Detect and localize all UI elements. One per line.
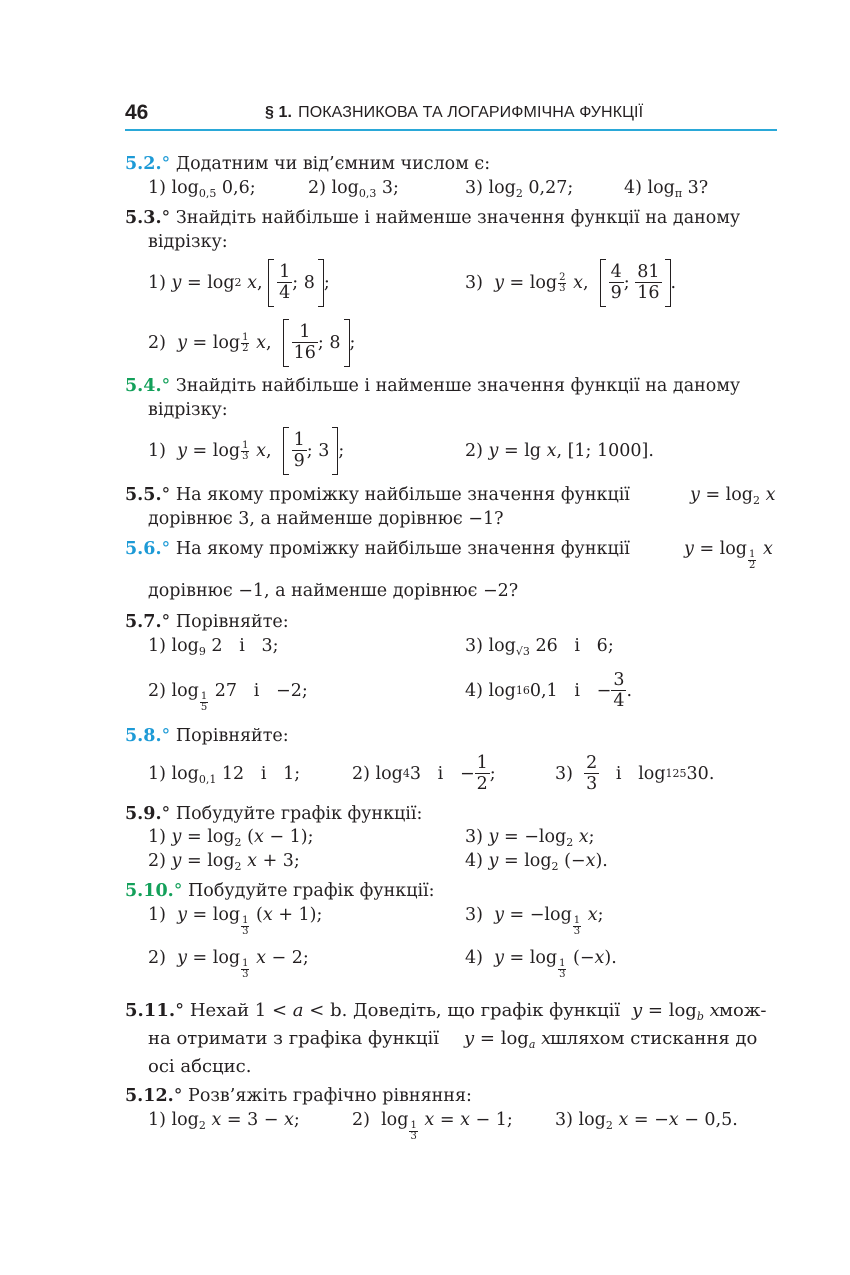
problem-5-5: 5.5.° На якому проміжку найбільше значення функції $y = \log_2 x$ bbox=[125, 485, 776, 507]
problem-text: Знайдіть найбільше і найменше значення функції на даному bbox=[175, 376, 741, 396]
problem-5-3-item-2: 2) y = log 1 2 x , 1 16 ; 8 ; bbox=[148, 318, 355, 368]
problem-text: Побудуйте графік функції: bbox=[188, 881, 435, 901]
problem-number: 5.12. bbox=[125, 1086, 174, 1106]
page-number: 46 bbox=[125, 101, 149, 124]
problem-text: Знайдіть найбільше і найменше значення функції на даному bbox=[175, 208, 741, 228]
problem-text: Порівняйте: bbox=[175, 612, 289, 632]
problem-text: на отримати з графіка функції bbox=[148, 1028, 439, 1049]
header-rule bbox=[125, 129, 777, 131]
problem-5-10-item-2: 2) y = log $\frac{1}{3}$ x − 2; bbox=[148, 948, 309, 980]
problem-5-9: 5.9.° Побудуйте графік функції: bbox=[125, 804, 423, 824]
problem-number: 5.11. bbox=[125, 1000, 176, 1021]
problem-number: 5.2. bbox=[125, 154, 162, 174]
problem-number: 5.6. bbox=[125, 539, 162, 559]
problem-number: 5.8. bbox=[125, 726, 162, 746]
problem-5-4: 5.4.° Знайдіть найбільше і найменше значення функції на даному bbox=[125, 376, 741, 396]
problem-5-3-item-3: 3) y = log 2 3 x , 4 9 ; 81 16 . bbox=[465, 258, 676, 308]
problem-5-10-item-1: 1) y = log $\frac{1}{3}$ (x + 1); bbox=[148, 905, 323, 937]
problem-5-4-item-1: 1) y = log 1 3 x , 1 9 ; 3 ; bbox=[148, 426, 344, 476]
problem-5-2: 5.2.° Додатним чи від’ємним числом є: bbox=[125, 154, 491, 174]
problem-5-7-item-4: 4) log 16 0,1 і − 3 4 . bbox=[465, 669, 633, 711]
problem-5-9-item-1: 1) $y = \log_2 (x - 1)$; bbox=[148, 827, 314, 849]
problem-5-7: 5.7.° Порівняйте: bbox=[125, 612, 289, 632]
problem-5-10-item-4: 4) y = log $\frac{1}{3}$ (−x). bbox=[465, 948, 617, 980]
problem-number: 5.7. bbox=[125, 612, 162, 632]
problem-text-cont: відрізку: bbox=[148, 400, 228, 420]
problem-5-9-item-2: 2) $y = \log_2 x + 3$; bbox=[148, 851, 300, 873]
section-number: § 1. bbox=[265, 104, 293, 121]
problem-text: Додатним чи від’ємним числом є: bbox=[175, 154, 491, 174]
problem-text: Порівняйте: bbox=[175, 726, 289, 746]
problem-5-3-item-1: 1) y = log 2 x , 1 4 ; 8 ; bbox=[148, 258, 330, 308]
problem-text: шляхом стискання до bbox=[550, 1028, 758, 1049]
problem-text-cont: дорівнює −1, а найменше дорівнює −2? bbox=[148, 581, 519, 601]
problem-number: 5.4. bbox=[125, 376, 162, 396]
problem-number: 5.9. bbox=[125, 804, 162, 824]
problem-number: 5.5. bbox=[125, 485, 162, 505]
problem-text: мож- bbox=[719, 1000, 767, 1021]
problem-text: Розв’яжіть графічно рівняння: bbox=[188, 1086, 472, 1106]
problem-number: 5.3. bbox=[125, 208, 162, 228]
section-title: ПОКАЗНИКОВА ТА ЛОГАРИФМІЧНА ФУНКЦІЇ bbox=[298, 104, 644, 121]
problem-text-cont: відрізку: bbox=[148, 232, 228, 252]
problem-5-12: 5.12.° Розв’яжіть графічно рівняння: bbox=[125, 1086, 472, 1106]
problem-5-9-item-3: 3) $y = -\log_2$ x; bbox=[465, 827, 595, 849]
problem-5-11: 5.11.° Нехай 1 < a < b. Доведіть, що графік функції $y = \log_b x$ мож- bbox=[125, 1000, 767, 1023]
problem-5-7-item-3: 3) $\log_{√3} 26$ і 6; bbox=[465, 636, 614, 658]
problem-5-10: 5.10.° Побудуйте графік функції: bbox=[125, 881, 435, 901]
problem-5-11-line-2: на отримати з графіка функції $y = \log_a x$ шляхом стискання до bbox=[148, 1028, 758, 1051]
problem-5-10-item-3: 3) y = −log $\frac{1}{3}$ x; bbox=[465, 905, 604, 937]
problem-5-8: 5.8.° Порівняйте: bbox=[125, 726, 289, 746]
problem-5-4-item-2: 2) y = lg x, [1; 1000]. bbox=[465, 441, 654, 461]
problem-5-9-item-4: 4) $y = \log_2 (-x)$. bbox=[465, 851, 608, 873]
problem-text-cont: осі абсцис. bbox=[148, 1056, 252, 1077]
problem-text: < b. Доведіть, що графік функції bbox=[309, 1000, 621, 1021]
problem-text: Нехай 1 < bbox=[189, 1000, 288, 1021]
problem-5-7-item-1: 1) $\log_9 2$ і 3; bbox=[148, 636, 279, 658]
problem-number: 5.10. bbox=[125, 881, 174, 901]
problem-5-7-item-2: 2) log $\frac{1}{5}$ 27 і −2; bbox=[148, 681, 308, 713]
problem-5-3: 5.3.° Знайдіть найбільше і найменше значення функції на даному bbox=[125, 208, 741, 228]
problem-text: На якому проміжку найбільше значення функції bbox=[175, 485, 630, 505]
problem-text-cont: дорівнює 3, а найменше дорівнює −1? bbox=[148, 509, 504, 529]
problem-text: Побудуйте графік функції: bbox=[175, 804, 423, 824]
problem-text: На якому проміжку найбільше значення функції bbox=[175, 539, 630, 559]
running-header bbox=[265, 104, 643, 122]
problem-5-6: 5.6.° На якому проміжку найбільше значення функції y = log $\frac{1}{2}$ x bbox=[125, 539, 773, 571]
